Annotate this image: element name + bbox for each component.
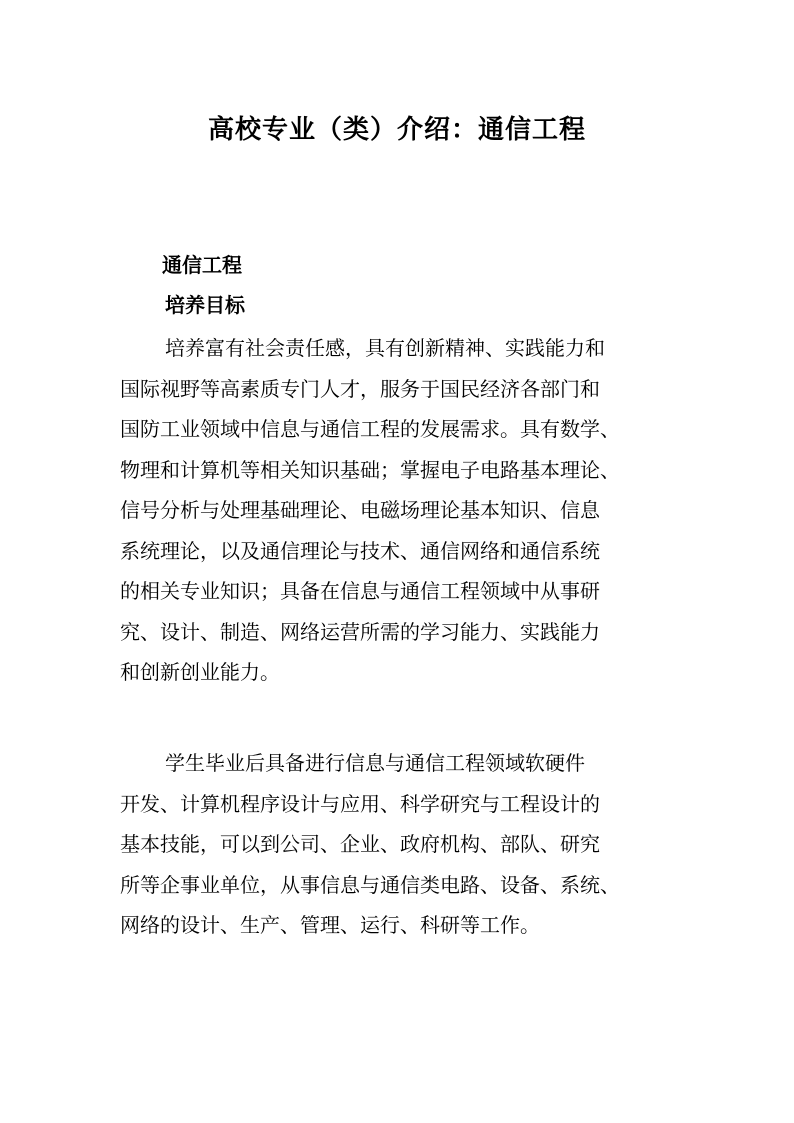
paragraph-line: 国防工业领域中信息与通信工程的发展需求。具有数学、 bbox=[120, 417, 620, 441]
paragraph-line: 培养富有社会责任感，具有创新精神、实践能力和 bbox=[165, 336, 605, 360]
paragraph-line: 系统理论，以及通信理论与技术、通信网络和通信系统 bbox=[120, 538, 600, 563]
paragraph-line: 的相关专业知识；具备在信息与通信工程领域中从事研 bbox=[120, 579, 600, 603]
paragraph-line: 物理和计算机等相关知识基础；掌握电子电路基本理论、 bbox=[120, 457, 620, 482]
paragraph-line: 开发、计算机程序设计与应用、科学研究与工程设计的 bbox=[120, 791, 600, 816]
paragraph-graduate-abilities bbox=[120, 743, 676, 946]
paragraph-line: 基本技能，可以到公司、企业、政府机构、部队、研究 bbox=[120, 832, 600, 856]
section-heading: 通信工程 bbox=[162, 253, 242, 277]
paragraph-line: 和创新创业能力。 bbox=[120, 660, 280, 684]
paragraph-line: 信号分析与处理基础理论、电磁场理论基本知识、信息 bbox=[120, 498, 600, 522]
paragraph-line: 国际视野等高素质专门人才，服务于国民经济各部门和 bbox=[120, 376, 600, 401]
sub-heading-training-objectives: 培养目标 bbox=[165, 293, 245, 317]
document-title: 高校专业（类）介绍：通信工程 bbox=[207, 115, 586, 145]
paragraph-line: 网络的设计、生产、管理、运行、科研等工作。 bbox=[120, 913, 540, 937]
paragraph-training-objectives bbox=[120, 328, 676, 693]
paragraph-line: 究、设计、制造、网络运营所需的学习能力、实践能力 bbox=[120, 619, 600, 644]
paragraph-line: 学生毕业后具备进行信息与通信工程领域软硬件 bbox=[165, 751, 585, 775]
paragraph-line: 所等企事业单位，从事信息与通信类电路、设备、系统、 bbox=[120, 872, 620, 897]
